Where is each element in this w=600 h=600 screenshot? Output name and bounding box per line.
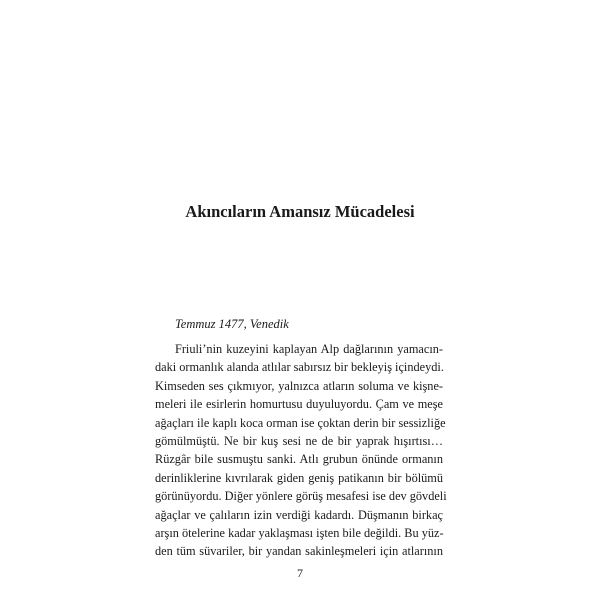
text-line: görünüyordu. Diğer yönlere görüş mesafesi ise dev gövdeli (155, 489, 447, 504)
page-number: 7 (297, 566, 303, 580)
text-line: daki ormanlık alanda atlılar sabırsız bir bekleyiş içindeydi. (155, 360, 444, 375)
text-line: gömülmüştü. Ne bir kuş sesi ne de bir yaprak hışırtısı… (155, 434, 443, 449)
dateline: Temmuz 1477, Venedik (175, 317, 289, 331)
text-line: derinliklerine kıvrılarak giden geniş patikanın bir bölümü (155, 470, 443, 485)
chapter-title: Akıncıların Amansız Mücadelesi (185, 202, 415, 221)
text-line: Rüzgâr bile susmuştu sanki. Atlı grubun önünde ormanın (155, 452, 443, 467)
text-line: den tüm süvariler, bir yandan sakinleşmeleri için atlarının (155, 544, 443, 559)
text-line: meleri ile esirlerin homurtusu duyuluyordu. Çam ve meşe (155, 397, 443, 412)
text-line: Kimseden ses çıkmıyor, yalnızca atların soluma ve kişne- (155, 378, 443, 393)
text-line: Friuli’nin kuzeyini kaplayan Alp dağlarının yamacın- (175, 342, 443, 356)
text-line: ağaçlar ve çalıların izin verdiği kadardı. Düşmanın birkaç (155, 507, 443, 522)
body-paragraph (155, 340, 447, 561)
text-line: ağaçları ile kaplı koca orman ise çoktan derin bir sessizliğe (155, 415, 446, 430)
text-line: arşın ötelerine kadar yaklaşması işten bile değildi. Bu yüz- (155, 526, 444, 541)
